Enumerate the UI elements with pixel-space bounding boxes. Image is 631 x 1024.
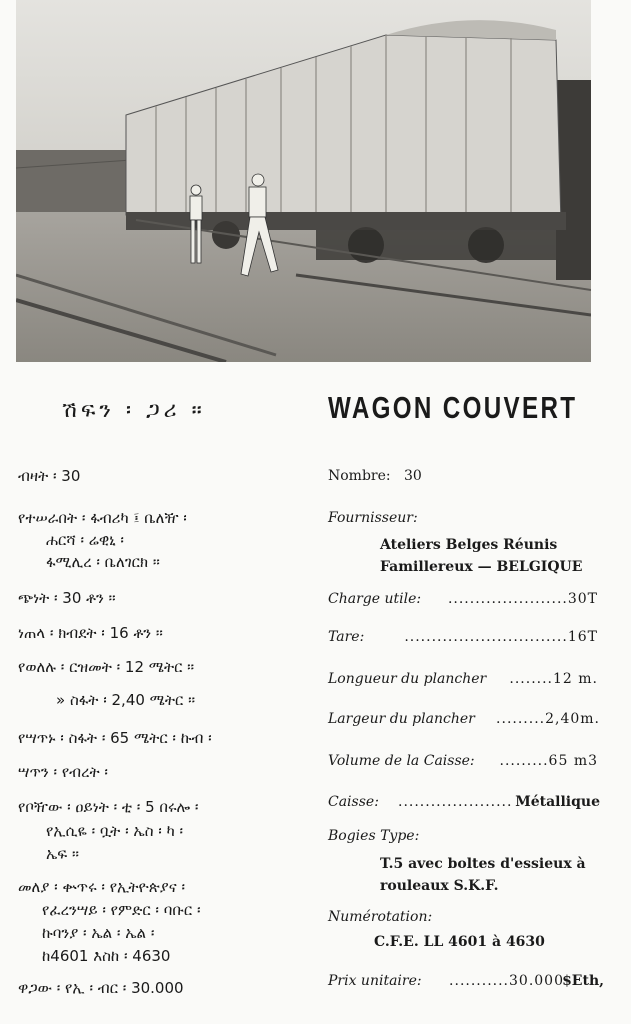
am-bogie-line-3: ኤፍ ።	[46, 845, 79, 863]
fr-load-label: Charge utile:	[328, 591, 422, 607]
fr-supplier-line-2: Famillereux — BELGIQUE	[380, 559, 583, 575]
am-supplier-line-1: የተሠራበት ፡ ፋብሪካ ፤ ቤለዥ ፡	[18, 509, 187, 527]
fr-supplier-label: Fournisseur:	[328, 510, 418, 526]
am-price: ዋጋው ፡ የኢ ፡ ብር ፡ 30.000	[18, 979, 184, 997]
fr-volume-value: .........65 m3	[499, 753, 598, 769]
fr-price-label: Prix unitaire:	[328, 973, 422, 989]
fr-bogies-line-2: rouleaux S.K.F.	[380, 878, 499, 894]
fr-numerotation-label: Numérotation:	[328, 909, 433, 925]
fr-width-label: Largeur du plancher	[328, 711, 475, 727]
fr-load	[328, 591, 618, 607]
amharic-title: ሽፍን ፡ ጋሪ ።	[62, 398, 206, 423]
fr-volume-label: Volume de la Caisse:	[328, 753, 475, 769]
wagon-illustration	[16, 0, 591, 362]
wagon-photo	[16, 0, 591, 362]
fr-length-label: Longueur du plancher	[328, 671, 487, 687]
fr-tare	[328, 629, 618, 645]
am-count: ብዛት ፡ 30	[18, 467, 81, 485]
fr-volume	[328, 753, 618, 769]
fr-price	[328, 973, 618, 989]
fr-caisse-value: Métallique	[515, 794, 600, 810]
am-box: ሣጥን ፡ የብረት ፡	[18, 763, 108, 781]
fr-tare-value: ..............................16T	[404, 629, 598, 645]
fr-count	[328, 468, 618, 484]
am-floor-width: » ስፋት ፡ 2,40 ሜትር ።	[56, 691, 196, 709]
am-volume: የሣጥኑ ፡ ስፋት ፡ 65 ሜትር ፡ ኩብ ፡	[18, 729, 212, 747]
am-num-line-3: ኩባንያ ፡ ኤል ፡ ኤል ፡	[42, 924, 155, 942]
fr-bogies-label: Bogies Type:	[328, 828, 420, 844]
fr-length-value: ........12 m.	[509, 671, 598, 687]
am-load: ጭነት ፡ 30 ቶን ።	[18, 589, 116, 607]
fr-caisse-dots: .....................	[398, 794, 513, 810]
fr-bogies-line-1: T.5 avec boltes d'essieux à	[380, 856, 586, 872]
am-num-line-2: የፈረንሣይ ፡ የምድር ፡ ባቡር ፡	[42, 901, 201, 919]
am-bogie-line-2: የኢሲዬ ፡ ቧት ፡ ኤስ ፡ ካ ፡	[46, 822, 184, 840]
am-bogie-line-1: የቦዥው ፡ ዐይነት ፡ ቲ ፡ 5 በሩሎ ፡	[18, 798, 199, 816]
fr-length	[328, 671, 618, 687]
am-supplier-line-3: ፋሚሊረ ፡ ቤለገርክ ።	[46, 553, 160, 571]
fr-width-value: .........2,40m.	[496, 711, 600, 727]
fr-price-value: ...........30.000	[449, 973, 564, 989]
fr-caisse	[328, 794, 618, 810]
fr-supplier-line-1: Ateliers Belges Réunis	[380, 537, 558, 553]
fr-tare-label: Tare:	[328, 629, 365, 645]
fr-caisse-label: Caisse:	[328, 794, 379, 810]
fr-price-unit: $Eth,	[562, 973, 604, 989]
fr-count-value: 30	[403, 468, 422, 484]
am-num-line-4: ከ4601 እስከ ፡ 4630	[42, 947, 171, 965]
am-tare: ነጠላ ፡ ክብደት ፡ 16 ቶን ።	[18, 624, 163, 642]
fr-numerotation-value: C.F.E. LL 4601 à 4630	[374, 934, 545, 950]
fr-load-value: ......................30T	[447, 591, 598, 607]
fr-width	[328, 711, 618, 727]
am-supplier-line-2: ሐርሻ ፡ ሬዊኒ ፡	[46, 531, 124, 549]
am-num-line-1: መለያ ፡ ቍጥሩ ፡ የኢትዮጵያና ፡	[18, 878, 185, 896]
fr-count-label: Nombre:	[328, 468, 391, 484]
am-floor-length: የወለሉ ፡ ርዝመት ፡ 12 ሜትር ።	[18, 658, 195, 676]
french-title: WAGON COUVERT	[328, 390, 578, 425]
